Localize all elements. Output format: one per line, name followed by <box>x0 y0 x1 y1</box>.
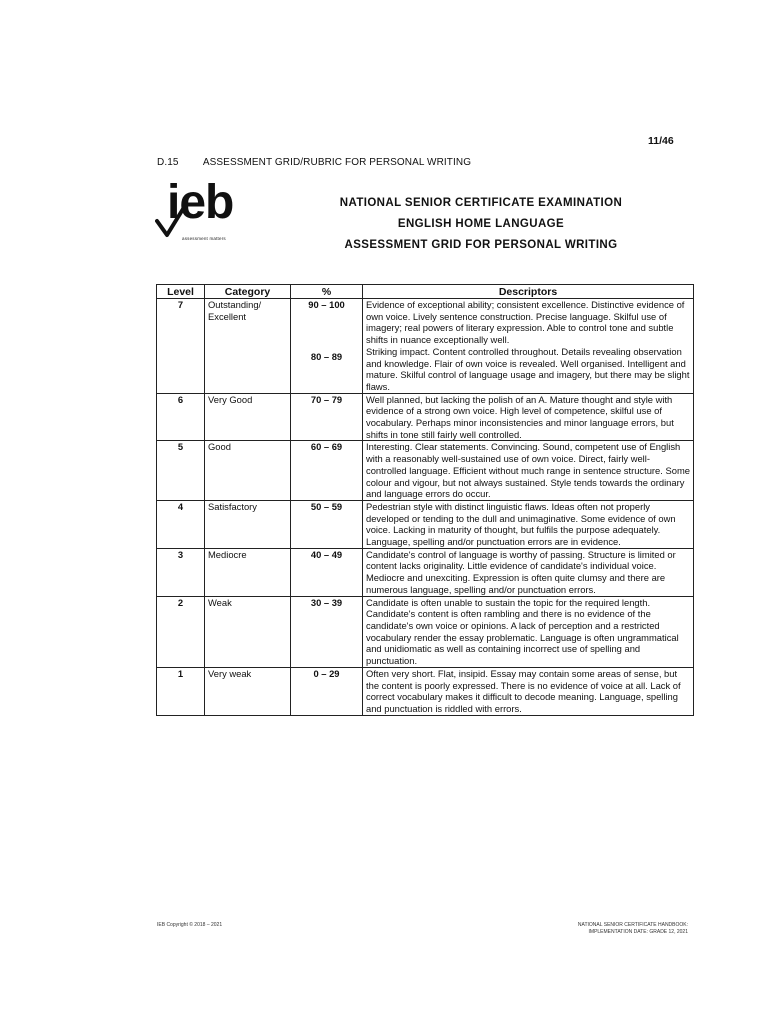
table-header-row <box>157 285 694 299</box>
descriptor-cell <box>363 393 694 441</box>
percent-range: 90 – 100 <box>308 299 345 310</box>
ieb-logo <box>155 176 265 250</box>
level-cell: 1 <box>157 667 205 715</box>
descriptor-text-secondary: Striking impact. Content controlled throughout. Details revealing observation and knowledge. Flair of own voice is revealed. Well organised. Intelligent and mature. Skilful control of language usage and imagery, but there may be slight flaws. <box>366 345 690 392</box>
descriptor-cell <box>363 500 694 548</box>
table-row <box>157 299 694 394</box>
descriptor-cell <box>363 667 694 715</box>
percent-cell <box>291 299 363 394</box>
table-row <box>157 393 694 441</box>
level-cell: 6 <box>157 393 205 441</box>
descriptor-cell <box>363 596 694 667</box>
descriptor-text: Well planned, but lacking the polish of an A. Mature thought and style with evidence of a strong own voice. High level of competence, skilful use of vocabulary. Perhaps minor inconsistencies and minor language errors, but shifts in tone still fairly well controlled. <box>366 393 674 440</box>
title-subject: ENGLISH HOME LANGUAGE <box>397 218 565 230</box>
header-descriptors: Descriptors <box>363 285 694 299</box>
percent-range: 70 – 79 <box>310 393 343 405</box>
percent-cell <box>291 500 363 548</box>
percent-cell <box>291 596 363 667</box>
category-cell: Satisfactory <box>205 500 291 548</box>
footer-copyright: IEB Copyright © 2018 – 2021 <box>157 922 223 928</box>
table-row <box>157 548 694 596</box>
descriptor-text: Candidate is often unable to sustain the topic for the required length. Candidate's content is often rambling and there is no evidence of the candidate's own voice or opinions. A lack of perception and a restricted vocabulary render the essay problematic. Language is often ungrammatical and unidiomatic as well as containing incorrect use of spelling and punctuation. <box>366 596 679 667</box>
document-titles <box>290 197 672 251</box>
percent-cell <box>291 667 363 715</box>
assessment-grid <box>156 284 694 716</box>
level-cell: 4 <box>157 500 205 548</box>
descriptor-cell <box>363 441 694 501</box>
header-level: Level <box>157 285 205 299</box>
level-cell: 2 <box>157 596 205 667</box>
footer-handbook <box>520 922 688 936</box>
descriptor-text: Candidate's control of language is worthy of passing. Structure is limited or content lacks originality. Little evidence of candidate's individual voice. Mediocre and unexciting. Expression is often quite clumsy and there are numerous language, spelling and/or punctuation errors. <box>366 548 676 595</box>
table-row <box>157 596 694 667</box>
percent-range-secondary: 80 – 89 <box>310 350 343 362</box>
level-cell: 3 <box>157 548 205 596</box>
footer-handbook-title: NATIONAL SENIOR CERTIFICATE HANDBOOK: <box>577 922 688 928</box>
category-cell: Good <box>205 441 291 501</box>
descriptor-text: Interesting. Clear statements. Convincing. Sound, competent use of English with a reasonably well-sustained use of own voice. Direct, fairly well-controlled language. Efficient without much range in sentence structure. Some colour and vigour, but not always sustained. Style tends towards the ordinary and language errors do occur. <box>366 441 690 500</box>
category-cell: Weak <box>205 596 291 667</box>
percent-range: 0 – 29 <box>313 667 340 679</box>
percent-cell <box>291 393 363 441</box>
section-heading <box>157 157 471 168</box>
descriptor-text: Often very short. Flat, insipid. Essay may contain some areas of sense, but the content is poorly expressed. There is no evidence of voice at all. Lack of correct vocabulary makes it difficult to decode meaning. Language, spelling and punctuation is riddled with errors. <box>366 667 681 714</box>
level-cell: 5 <box>157 441 205 501</box>
title-grid: ASSESSMENT GRID FOR PERSONAL WRITING <box>344 239 618 251</box>
percent-cell <box>291 441 363 501</box>
table-row <box>157 667 694 715</box>
header-percent: % <box>291 285 363 299</box>
category-cell: Very weak <box>205 667 291 715</box>
logo-text: ieb <box>167 176 234 229</box>
category-cell: Outstanding/ Excellent <box>205 299 291 394</box>
descriptor-text: Pedestrian style with distinct linguistic flaws. Ideas often not properly developed or tending to the dull and unimaginative. Some evidence of own voice. Lacking in maturity of thought, but fulfils the purpose adequately. Language, spelling and/or punctuation errors are in evidence. <box>366 500 676 548</box>
descriptor-cell <box>363 299 694 394</box>
page-number: 11/46 <box>648 135 674 147</box>
table-row <box>157 441 694 501</box>
descriptor-text: Evidence of exceptional ability; consistent excellence. Distinctive evidence of own voice. Lively sentence construction. Precise language. Skilful use of imagery; real powers of literary expression. Able to control tone and subtle shifts in nuance exceptionally well. <box>366 299 685 346</box>
section-title: ASSESSMENT GRID/RUBRIC FOR PERSONAL WRITING <box>202 157 472 168</box>
table-row <box>157 500 694 548</box>
percent-range: 60 – 69 <box>310 441 343 453</box>
title-exam: NATIONAL SENIOR CERTIFICATE EXAMINATION <box>339 197 623 209</box>
percent-range: 40 – 49 <box>310 548 343 560</box>
percent-cell <box>291 548 363 596</box>
level-cell: 7 <box>157 299 205 394</box>
footer-implementation-date: IMPLEMENTATION DATE: GRADE 12, 2021 <box>588 929 688 935</box>
percent-range: 30 – 39 <box>310 596 343 608</box>
descriptor-cell <box>363 548 694 596</box>
section-code: D.15 <box>157 157 179 168</box>
logo-tagline: assessment matters <box>182 236 226 241</box>
category-cell: Mediocre <box>205 548 291 596</box>
percent-range: 50 – 59 <box>310 500 343 512</box>
category-cell: Very Good <box>205 393 291 441</box>
header-category: Category <box>205 285 291 299</box>
